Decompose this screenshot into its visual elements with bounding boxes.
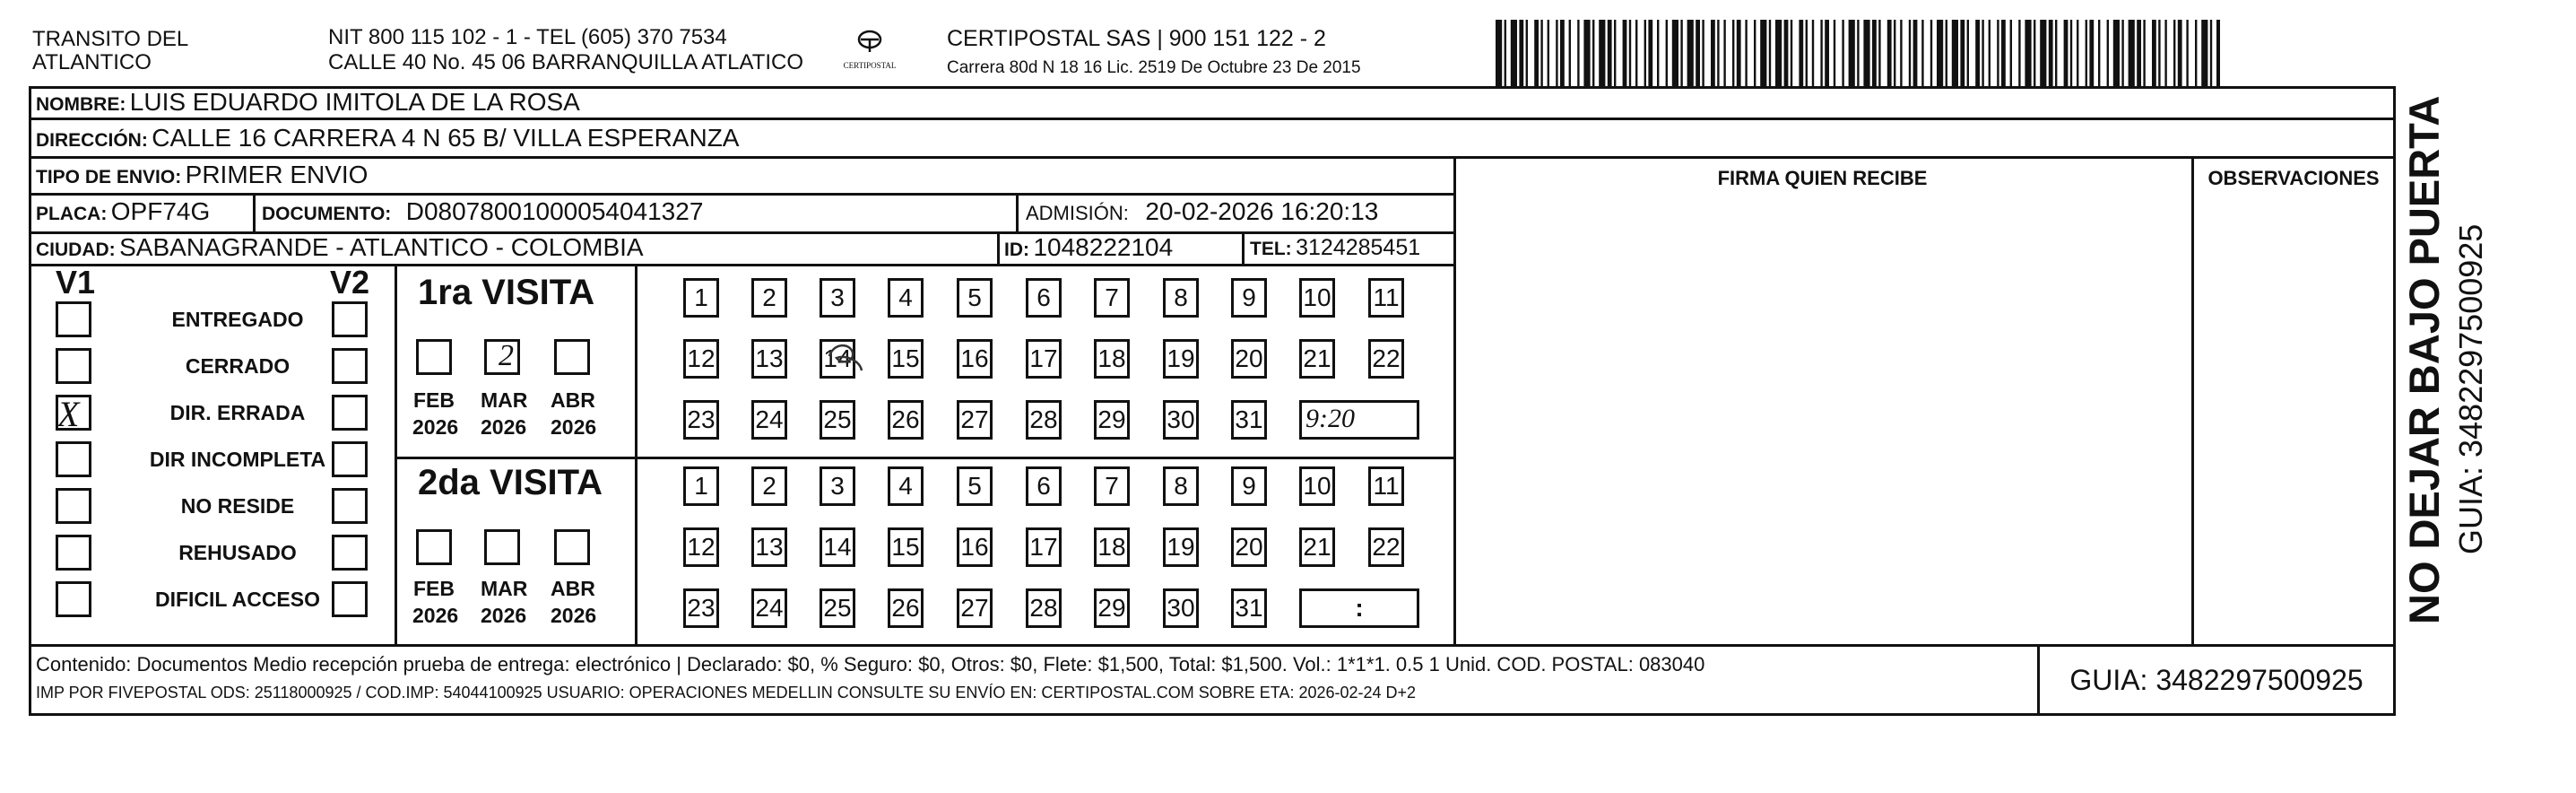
company-line: CERTIPOSTAL SAS | 900 151 122 - 2 xyxy=(947,26,1326,51)
barcode-bar xyxy=(1921,20,1923,88)
certipostal-logo xyxy=(834,22,906,75)
v2-checkbox-1[interactable] xyxy=(332,301,368,337)
v2-checkbox-4[interactable] xyxy=(332,441,368,477)
barcode-bar xyxy=(1960,20,1965,88)
barcode-bar xyxy=(2158,20,2160,88)
admision-row xyxy=(1026,197,1378,226)
barcode-bar xyxy=(2195,20,2197,88)
month-handwritten-mark: 2 xyxy=(499,339,514,372)
first-day-9[interactable]: 9 xyxy=(1231,278,1267,318)
side-guia: GUIA: 3482297500925 xyxy=(2452,223,2489,554)
id-value: 1048222104 xyxy=(1033,233,1174,261)
barcode-bar xyxy=(1723,20,1725,88)
barcode-bar xyxy=(1672,20,1678,88)
barcode-bar xyxy=(1540,20,1542,88)
barcode-bar xyxy=(2107,20,2109,88)
barcode-bar xyxy=(1997,20,1999,88)
barcode-bar xyxy=(1599,20,1605,88)
v2-checkbox-2[interactable] xyxy=(332,348,368,384)
second-day-8[interactable]: 8 xyxy=(1163,466,1199,506)
barcode-bar xyxy=(1812,20,1814,88)
barcode-bar xyxy=(2049,20,2053,88)
first-day-27[interactable]: 27 xyxy=(957,400,993,440)
barcode-bar xyxy=(1909,20,1911,88)
barcode-bar xyxy=(2186,20,2188,88)
first-day-13[interactable]: 13 xyxy=(751,339,787,379)
first-day-20[interactable]: 20 xyxy=(1231,339,1267,379)
barcode-bar xyxy=(2018,20,2020,88)
first-month-label-3: ABR xyxy=(551,388,595,412)
barcode-bar xyxy=(1872,20,1877,88)
barcode-bar xyxy=(2143,20,2145,88)
v2-checkbox-3[interactable] xyxy=(332,395,368,431)
documento-value: D08078001000054041327 xyxy=(405,197,704,225)
v1-checkbox-2[interactable] xyxy=(56,348,91,384)
barcode-bar xyxy=(1982,20,1983,88)
status-label-4: DIR INCOMPLETA xyxy=(149,448,326,471)
barcode-bar xyxy=(1894,20,1895,88)
barcode-bar xyxy=(1556,20,1557,88)
barcode-bar xyxy=(1784,20,1789,88)
second-month-label-2: MAR xyxy=(481,577,528,600)
barcode-bar xyxy=(1834,20,1835,88)
barcode-bar xyxy=(2129,20,2135,88)
second-day-14[interactable]: 14 xyxy=(820,527,855,567)
id-row xyxy=(1004,233,1173,262)
tipo-envio-row xyxy=(36,161,368,189)
v2-checkbox-5[interactable] xyxy=(332,488,368,524)
second-day-16[interactable]: 16 xyxy=(957,527,993,567)
status-label-5: NO RESIDE xyxy=(180,494,295,518)
barcode-bar xyxy=(2216,20,2220,88)
barcode-bar xyxy=(1505,20,1506,88)
first-day-25[interactable]: 25 xyxy=(820,400,855,440)
placa-value: OPF74G xyxy=(110,197,211,225)
day-14-scribble-icon xyxy=(824,338,867,379)
barcode-bar xyxy=(1648,20,1652,88)
status-label-7: DIFICIL ACCESO xyxy=(154,588,320,611)
ciudad-row xyxy=(36,233,644,262)
second-day-21[interactable]: 21 xyxy=(1299,527,1335,567)
barcode-bar xyxy=(1534,20,1539,88)
footer-guia: GUIA: 3482297500925 xyxy=(2069,664,2364,696)
barcode-bar xyxy=(1644,20,1646,88)
second-visit-title: 2da VISITA xyxy=(418,463,603,502)
first-year-label-3: 2026 xyxy=(551,415,597,439)
second-day-28[interactable]: 28 xyxy=(1026,588,1062,628)
barcode-bar xyxy=(1930,20,1932,88)
second-year-label-3: 2026 xyxy=(551,604,597,627)
barcode-bar xyxy=(2070,20,2072,88)
second-month-checkbox-2[interactable] xyxy=(484,529,520,565)
direccion-value: CALLE 16 CARRERA 4 N 65 B/ VILLA ESPERANZA xyxy=(152,124,740,152)
time-handwritten-mark: 9:20 xyxy=(1305,404,1355,433)
license-line: Carrera 80d N 18 16 Lic. 2519 De Octubre 23 De 2015 xyxy=(947,58,1361,77)
first-day-29[interactable]: 29 xyxy=(1094,400,1130,440)
tel-row xyxy=(1250,235,1420,261)
first-day-21[interactable]: 21 xyxy=(1299,339,1335,379)
barcode-bar xyxy=(2040,20,2046,88)
barcode-bar xyxy=(2210,20,2212,88)
v2-header: V2 xyxy=(330,264,370,301)
status-label-3: DIR. ERRADA xyxy=(169,401,306,424)
second-day-9[interactable]: 9 xyxy=(1231,466,1267,506)
barcode-bar xyxy=(2113,20,2120,88)
direccion-row xyxy=(36,124,739,152)
admision-label: ADMISIÓN: xyxy=(1026,202,1129,224)
v1-checkbox-5[interactable] xyxy=(56,488,91,524)
tipo-envio-label: TIPO DE ENVIO: xyxy=(36,167,182,187)
second-day-29[interactable]: 29 xyxy=(1094,588,1130,628)
observaciones-header: OBSERVACIONES xyxy=(2207,167,2380,189)
second-time-box[interactable]: : xyxy=(1299,588,1419,628)
barcode-bar xyxy=(1560,20,1565,88)
firma-header: FIRMA QUIEN RECIBE xyxy=(1717,167,1928,189)
second-day-1[interactable]: 1 xyxy=(683,466,719,506)
second-day-26[interactable]: 26 xyxy=(888,588,924,628)
v1-checkbox-7[interactable] xyxy=(56,581,91,617)
barcode-bar xyxy=(1952,20,1958,88)
barcode-bar xyxy=(1857,20,1859,88)
second-day-11[interactable]: 11 xyxy=(1368,466,1404,506)
barcode-bar xyxy=(1496,20,1502,88)
second-day-31[interactable]: 31 xyxy=(1231,588,1267,628)
second-day-10[interactable]: 10 xyxy=(1299,466,1335,506)
barcode-bar xyxy=(1820,20,1822,88)
first-day-22[interactable]: 22 xyxy=(1368,339,1404,379)
second-day-20[interactable]: 20 xyxy=(1231,527,1267,567)
barcode-bar xyxy=(1629,20,1631,88)
v1-checkbox-6[interactable] xyxy=(56,535,91,571)
barcode-bar xyxy=(1526,20,1528,88)
second-day-15[interactable]: 15 xyxy=(888,527,924,567)
v1-checkbox-1[interactable] xyxy=(56,301,91,337)
second-month-label-1: FEB xyxy=(413,577,455,600)
barcode-bar xyxy=(1946,20,1947,88)
first-day-5[interactable]: 5 xyxy=(957,278,993,318)
barcode-bar xyxy=(1745,20,1747,88)
nombre-label: NOMBRE: xyxy=(36,94,126,115)
first-day-3[interactable]: 3 xyxy=(820,278,855,318)
barcode-bar xyxy=(2121,20,2123,88)
barcode-bar xyxy=(2152,20,2156,88)
tel-value: 3124285451 xyxy=(1296,235,1421,260)
barcode-bar xyxy=(2010,20,2012,88)
second-day-5[interactable]: 5 xyxy=(957,466,993,506)
nombre-row xyxy=(36,88,580,117)
barcode-bar xyxy=(1702,20,1704,88)
second-day-3[interactable]: 3 xyxy=(820,466,855,506)
first-day-8[interactable]: 8 xyxy=(1163,278,1199,318)
status-label-1: ENTREGADO xyxy=(171,308,304,331)
status-label-6: REHUSADO xyxy=(178,541,297,564)
first-month-checkbox-1[interactable] xyxy=(416,339,452,375)
first-day-24[interactable]: 24 xyxy=(751,400,787,440)
barcode-bar xyxy=(2034,20,2035,88)
barcode-bar xyxy=(1878,20,1880,88)
first-day-17[interactable]: 17 xyxy=(1026,339,1062,379)
first-day-26[interactable]: 26 xyxy=(888,400,924,440)
barcode-bar xyxy=(1799,20,1803,88)
second-day-2[interactable]: 2 xyxy=(751,466,787,506)
first-day-18[interactable]: 18 xyxy=(1094,339,1130,379)
placa-row xyxy=(36,197,210,226)
barcode xyxy=(1496,20,2220,88)
second-year-label-2: 2026 xyxy=(481,604,527,627)
barcode-bar xyxy=(1614,20,1616,88)
v1-dir-errada-mark: X xyxy=(57,394,80,434)
admision-value: 20-02-2026 16:20:13 xyxy=(1145,197,1379,225)
address-line: CALLE 40 No. 45 06 BARRANQUILLA ATLATICO xyxy=(328,50,804,74)
first-day-2[interactable]: 2 xyxy=(751,278,787,318)
barcode-bar xyxy=(1975,20,1980,88)
first-day-10[interactable]: 10 xyxy=(1299,278,1335,318)
barcode-bar xyxy=(1687,20,1694,88)
barcode-bar xyxy=(1863,20,1869,88)
second-day-6[interactable]: 6 xyxy=(1026,466,1062,506)
nit-line: NIT 800 115 102 - 1 - TEL (605) 370 7534 xyxy=(328,25,727,49)
barcode-bar xyxy=(2055,20,2057,88)
barcode-bar xyxy=(2201,20,2207,88)
footer-print-info: IMP POR FIVEPOSTAL ODS: 25118000925 / COD.IMP: 54044100925 USUARIO: OPERACIONES MEDELLIN CONSULTE SU ENVÍO EN: CERTIPOSTAL.COM SOBRE ETA: 2026-02-24 D+2 xyxy=(36,684,1417,702)
second-day-4[interactable]: 4 xyxy=(888,466,924,506)
second-day-18[interactable]: 18 xyxy=(1094,527,1130,567)
barcode-bar xyxy=(1608,20,1612,88)
first-day-7[interactable]: 7 xyxy=(1094,278,1130,318)
barcode-bar xyxy=(1754,20,1756,88)
v2-checkbox-6[interactable] xyxy=(332,535,368,571)
first-day-6[interactable]: 6 xyxy=(1026,278,1062,318)
barcode-bar xyxy=(1737,20,1741,88)
first-day-31[interactable]: 31 xyxy=(1231,400,1267,440)
barcode-bar xyxy=(1717,20,1719,88)
barcode-bar xyxy=(2178,20,2182,88)
barcode-bar xyxy=(2173,20,2175,88)
second-day-24[interactable]: 24 xyxy=(751,588,787,628)
first-day-15[interactable]: 15 xyxy=(888,339,924,379)
barcode-bar xyxy=(2001,20,2006,88)
no-dejar-bajo-puerta: NO DEJAR BAJO PUERTA xyxy=(2400,95,2448,624)
second-day-12[interactable]: 12 xyxy=(683,527,719,567)
placa-label: PLACA: xyxy=(36,204,108,224)
first-month-label-1: FEB xyxy=(413,388,455,412)
barcode-bar xyxy=(1577,20,1579,88)
first-month-label-2: MAR xyxy=(481,388,528,412)
first-day-14[interactable]: 14 xyxy=(820,339,855,379)
first-day-30[interactable]: 30 xyxy=(1163,400,1199,440)
second-month-label-3: ABR xyxy=(551,577,595,600)
barcode-bar xyxy=(1657,20,1659,88)
second-day-30[interactable]: 30 xyxy=(1163,588,1199,628)
ciudad-value: SABANAGRANDE - ATLANTICO - COLOMBIA xyxy=(119,233,644,261)
barcode-bar xyxy=(1849,20,1855,88)
first-month-checkbox-3[interactable] xyxy=(554,339,590,375)
barcode-bar xyxy=(1732,20,1734,88)
direccion-label: DIRECCIÓN: xyxy=(36,130,148,151)
barcode-bar xyxy=(1548,20,1549,88)
second-day-23[interactable]: 23 xyxy=(683,588,719,628)
barcode-bar xyxy=(1900,20,1902,88)
barcode-bar xyxy=(1937,20,1943,88)
barcode-bar xyxy=(1623,20,1627,88)
org-name-line2: ATLANTICO xyxy=(32,50,152,74)
barcode-bar xyxy=(1769,20,1771,88)
second-day-19[interactable]: 19 xyxy=(1163,527,1199,567)
second-month-checkbox-3[interactable] xyxy=(554,529,590,565)
first-year-label-1: 2026 xyxy=(412,415,459,439)
first-visit-title: 1ra VISITA xyxy=(418,273,595,312)
v1-checkbox-4[interactable] xyxy=(56,441,91,477)
second-day-17[interactable]: 17 xyxy=(1026,527,1062,567)
first-day-11[interactable]: 11 xyxy=(1368,278,1404,318)
second-month-checkbox-1[interactable] xyxy=(416,529,452,565)
barcode-bar xyxy=(1842,20,1843,88)
barcode-bar xyxy=(2064,20,2069,88)
barcode-bar xyxy=(1989,20,1991,88)
second-day-22[interactable]: 22 xyxy=(1368,527,1404,567)
second-day-13[interactable]: 13 xyxy=(751,527,787,567)
nombre-value: LUIS EDUARDO IMITOLA DE LA ROSA xyxy=(129,88,580,116)
barcode-bar xyxy=(2086,20,2087,88)
first-day-19[interactable]: 19 xyxy=(1163,339,1199,379)
barcode-bar xyxy=(1887,20,1892,88)
barcode-bar xyxy=(2098,20,2100,88)
barcode-bar xyxy=(1519,20,1523,88)
barcode-bar xyxy=(1791,20,1792,88)
barcode-bar xyxy=(2164,20,2166,88)
first-day-28[interactable]: 28 xyxy=(1026,400,1062,440)
documento-row xyxy=(262,197,703,226)
barcode-bar xyxy=(1711,20,1715,88)
barcode-bar xyxy=(2025,20,2031,88)
tipo-envio-value: PRIMER ENVIO xyxy=(185,161,369,188)
barcode-bar xyxy=(1635,20,1637,88)
barcode-bar xyxy=(2137,20,2141,88)
barcode-bar xyxy=(1775,20,1782,88)
barcode-bar xyxy=(1569,20,1571,88)
barcode-bar xyxy=(1680,20,1682,88)
second-day-7[interactable]: 7 xyxy=(1094,466,1130,506)
status-label-2: CERRADO xyxy=(185,354,291,378)
logo-text: CERTIPOSTAL xyxy=(843,61,897,70)
barcode-bar xyxy=(1511,20,1517,88)
barcode-bar xyxy=(1760,20,1766,88)
documento-label: DOCUMENTO: xyxy=(262,204,392,224)
id-label: ID: xyxy=(1004,240,1029,260)
barcode-bar xyxy=(1806,20,1808,88)
barcode-bar xyxy=(2089,20,2094,88)
barcode-bar xyxy=(1666,20,1668,88)
barcode-bar xyxy=(1967,20,1969,88)
first-day-23[interactable]: 23 xyxy=(683,400,719,440)
barcode-bar xyxy=(1592,20,1594,88)
first-day-16[interactable]: 16 xyxy=(957,339,993,379)
barcode-bar xyxy=(1825,20,1829,88)
ciudad-label: CIUDAD: xyxy=(36,240,116,260)
v1-header: V1 xyxy=(56,264,96,301)
second-day-27[interactable]: 27 xyxy=(957,588,993,628)
barcode-bar xyxy=(1696,20,1700,88)
v2-checkbox-7[interactable] xyxy=(332,581,368,617)
first-day-12[interactable]: 12 xyxy=(683,339,719,379)
first-day-4[interactable]: 4 xyxy=(888,278,924,318)
org-name-line1: TRANSITO DEL xyxy=(32,27,189,51)
second-day-25[interactable]: 25 xyxy=(820,588,855,628)
tel-label: TEL: xyxy=(1250,239,1292,259)
barcode-bar xyxy=(1913,20,1918,88)
footer-contents: Contenido: Documentos Medio recepción prueba de entrega: electrónico | Declarado: $0, % Seguro: $0, Otros: $0, Flete: $1,500, Total: $1,500. Vol.: 1*1*1. 0.5 1 Unid. COD. POSTAL: 083040 xyxy=(36,653,1705,675)
barcode-bar xyxy=(1583,20,1590,88)
first-year-label-2: 2026 xyxy=(481,415,527,439)
barcode-bar xyxy=(2077,20,2078,88)
first-day-1[interactable]: 1 xyxy=(683,278,719,318)
second-year-label-1: 2026 xyxy=(412,604,459,627)
